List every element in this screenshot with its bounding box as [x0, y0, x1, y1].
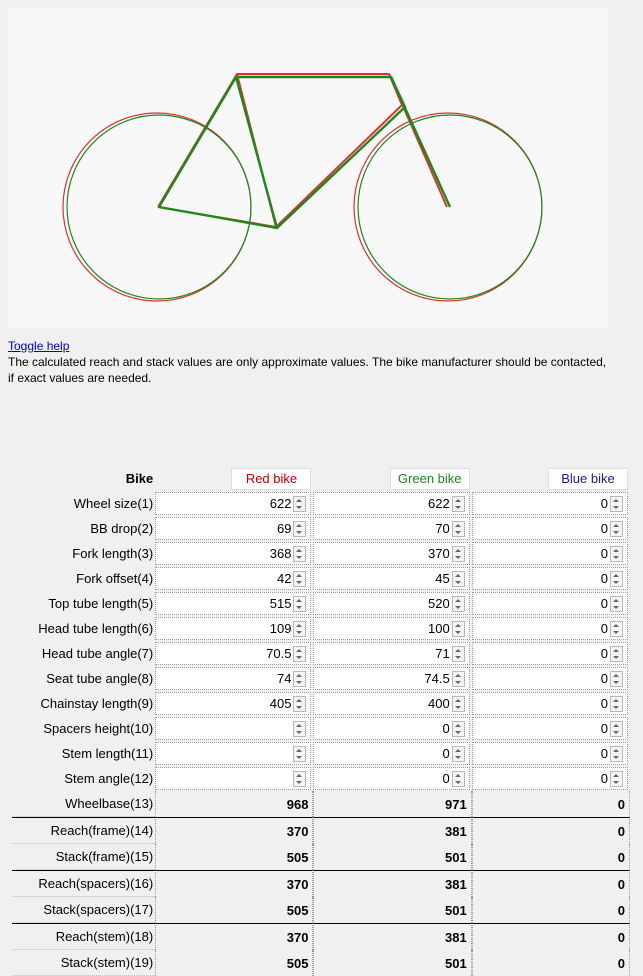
red-bike-input-cell	[155, 591, 313, 616]
red-bike-input-cell	[155, 516, 313, 541]
spinner-arrows-icon[interactable]	[452, 746, 465, 762]
spinner-arrows-icon[interactable]	[293, 696, 306, 712]
input-row-label: Stem angle(12)	[64, 771, 154, 786]
input-row	[12, 566, 630, 591]
input-value: 370	[428, 546, 450, 561]
spinner-arrows-icon[interactable]	[293, 771, 306, 787]
input-row-label: Wheel size(1)	[73, 496, 154, 511]
blue-bike-value-input[interactable]	[472, 717, 628, 740]
input-value: 109	[269, 621, 292, 636]
input-value: 0	[600, 696, 608, 711]
input-row	[12, 666, 630, 691]
result-row-label: Reach(stem)(18)	[12, 923, 155, 950]
green-bike-result-value: 381	[313, 870, 471, 897]
blue-bike-input-cell	[472, 641, 630, 666]
blue-bike-result-value: 0	[472, 950, 630, 976]
green-bike-value-input[interactable]	[313, 542, 469, 565]
input-row	[12, 641, 630, 666]
spinner-arrows-icon[interactable]	[610, 571, 623, 587]
green-bike-input-cell	[313, 691, 471, 716]
green-bike-result-value: 971	[313, 791, 471, 817]
table-header-row	[12, 466, 630, 491]
result-row	[12, 791, 630, 817]
green-bike-result-value: 501	[313, 844, 471, 870]
red-bike-input-cell	[155, 766, 313, 791]
input-value: 0	[600, 721, 608, 736]
input-row	[12, 516, 630, 541]
green-bike-input-cell	[313, 616, 471, 641]
blue-bike-input-cell	[472, 691, 630, 716]
result-row	[12, 870, 630, 897]
blue-bike-column-header	[472, 466, 630, 491]
input-row-label: Head tube angle(7)	[41, 646, 154, 661]
input-value: 0	[600, 546, 608, 561]
green-bike-input-cell	[313, 666, 471, 691]
input-value: 0	[600, 521, 608, 536]
spinner-arrows-icon[interactable]	[452, 546, 465, 562]
green-frame-tubes	[159, 77, 405, 228]
spinner-arrows-icon[interactable]	[293, 746, 306, 762]
input-value: 71	[435, 646, 450, 661]
bike-drawing	[8, 8, 608, 328]
green-bike-input-cell	[313, 716, 471, 741]
red-bike-result-value: 505	[155, 950, 313, 976]
blue-bike-value-input[interactable]	[472, 542, 628, 565]
input-value: 74.5	[424, 671, 450, 686]
spinner-arrows-icon[interactable]	[452, 571, 465, 587]
input-row	[12, 491, 630, 516]
green-bike-input-cell	[313, 641, 471, 666]
input-value: 0	[600, 771, 608, 786]
blue-bike-value-input[interactable]	[472, 692, 628, 715]
blue-bike-value-input[interactable]	[472, 492, 628, 515]
input-value: 622	[428, 496, 450, 511]
red-bike-result-value: 968	[155, 791, 313, 817]
spinner-arrows-icon[interactable]	[452, 496, 465, 512]
input-row	[12, 591, 630, 616]
blue-bike-input-cell	[472, 491, 630, 516]
input-row-label: Stem length(11)	[61, 746, 154, 761]
green-bike-frame	[67, 77, 542, 299]
blue-bike-value-input[interactable]	[472, 617, 628, 640]
spinner-arrows-icon[interactable]	[610, 671, 623, 687]
geometry-table	[12, 466, 630, 976]
green-bike-value-input[interactable]	[313, 567, 469, 590]
red-bike-name-field[interactable]: Red bike	[231, 468, 311, 490]
blue-bike-input-cell	[472, 566, 630, 591]
blue-bike-value-input[interactable]	[472, 667, 628, 690]
green-bike-column-header	[313, 466, 471, 491]
green-bike-value-input[interactable]	[313, 717, 469, 740]
input-value: 0	[600, 571, 608, 586]
red-bike-input-cell	[155, 616, 313, 641]
green-bike-result-value: 501	[313, 950, 471, 976]
input-row	[12, 616, 630, 641]
input-value: 0	[442, 721, 450, 736]
spinner-arrows-icon[interactable]	[293, 521, 306, 537]
spinner-arrows-icon[interactable]	[293, 546, 306, 562]
spinner-arrows-icon[interactable]	[452, 521, 465, 537]
result-row-label: Reach(frame)(14)	[12, 817, 155, 844]
input-value: 0	[600, 646, 608, 661]
input-row	[12, 741, 630, 766]
green-bike-value-input[interactable]	[313, 617, 469, 640]
red-bike-input-cell	[155, 541, 313, 566]
blue-bike-result-value: 0	[472, 844, 630, 870]
green-bike-input-cell	[313, 566, 471, 591]
blue-bike-value-input[interactable]	[472, 592, 628, 615]
spinner-arrows-icon[interactable]	[610, 521, 623, 537]
green-bike-value-input[interactable]	[313, 692, 469, 715]
green-bike-input-cell	[313, 516, 471, 541]
result-row-label: Reach(spacers)(16)	[12, 870, 155, 897]
input-value: 74	[277, 671, 292, 686]
blue-bike-input-cell	[472, 541, 630, 566]
result-row	[12, 950, 630, 976]
spinner-arrows-icon[interactable]	[610, 696, 623, 712]
spinner-arrows-icon[interactable]	[293, 571, 306, 587]
result-row-label: Stack(spacers)(17)	[12, 897, 155, 923]
blue-bike-input-cell	[472, 716, 630, 741]
red-bike-result-value: 505	[155, 897, 313, 923]
blue-bike-name-field[interactable]: Blue bike	[548, 468, 628, 490]
input-row-label: Top tube length(5)	[48, 596, 154, 611]
blue-bike-result-value: 0	[472, 870, 630, 897]
input-value: 0	[600, 746, 608, 761]
spinner-arrows-icon[interactable]	[452, 646, 465, 662]
input-row-label: Fork offset(4)	[76, 571, 154, 586]
red-bike-value-input[interactable]	[155, 717, 311, 740]
red-bike-result-value: 505	[155, 844, 313, 870]
blue-bike-input-cell	[472, 516, 630, 541]
green-seat-tube	[236, 77, 277, 228]
result-row	[12, 844, 630, 870]
input-row-label: Fork length(3)	[72, 546, 154, 561]
spinner-arrows-icon[interactable]	[610, 771, 623, 787]
green-bike-input-cell	[313, 591, 471, 616]
input-value: 70.5	[266, 646, 292, 661]
input-row	[12, 541, 630, 566]
spinner-arrows-icon[interactable]	[452, 621, 465, 637]
red-bike-input-cell	[155, 491, 313, 516]
blue-bike-value-input[interactable]	[472, 517, 628, 540]
help-area	[8, 338, 608, 386]
input-value: 0	[600, 496, 608, 511]
spinner-arrows-icon[interactable]	[293, 621, 306, 637]
input-value: 400	[428, 696, 450, 711]
input-value: 69	[277, 521, 292, 536]
red-bike-value-input[interactable]	[155, 592, 311, 615]
red-bike-input-cell	[155, 716, 313, 741]
red-bike-value-input[interactable]	[155, 567, 311, 590]
result-row-label: Wheelbase(13)	[12, 791, 155, 817]
spinner-arrows-icon[interactable]	[610, 546, 623, 562]
input-value: 70	[435, 521, 450, 536]
green-bike-input-cell	[313, 491, 471, 516]
input-value: 0	[442, 771, 450, 786]
bike-header-label: Bike	[125, 471, 154, 486]
green-bike-value-input[interactable]	[313, 767, 469, 790]
input-value: 0	[600, 671, 608, 686]
result-row	[12, 817, 630, 844]
blue-bike-result-value: 0	[472, 897, 630, 923]
green-fork	[391, 77, 450, 207]
red-bike-value-input[interactable]	[155, 767, 311, 790]
red-bike-value-input[interactable]	[155, 617, 311, 640]
green-bike-input-cell	[313, 541, 471, 566]
spinner-arrows-icon[interactable]	[293, 721, 306, 737]
result-row	[12, 897, 630, 923]
input-value: 45	[435, 571, 450, 586]
red-bike-value-input[interactable]	[155, 692, 311, 715]
red-bike-column-header	[155, 466, 313, 491]
blue-bike-result-value: 0	[472, 791, 630, 817]
spinner-arrows-icon[interactable]	[293, 646, 306, 662]
red-bike-value-input[interactable]	[155, 492, 311, 515]
red-bike-input-cell	[155, 666, 313, 691]
blue-bike-input-cell	[472, 616, 630, 641]
spinner-arrows-icon[interactable]	[610, 746, 623, 762]
green-bike-value-input[interactable]	[313, 742, 469, 765]
help-text: The calculated reach and stack values are only approximate values. The bike manufacturer should be contacted, if exact values are needed.	[8, 355, 607, 385]
green-bike-value-input[interactable]	[313, 492, 469, 515]
blue-bike-result-value: 0	[472, 923, 630, 950]
green-bike-result-value: 501	[313, 897, 471, 923]
input-value: 100	[428, 621, 450, 636]
spinner-arrows-icon[interactable]	[610, 596, 623, 612]
blue-bike-input-cell	[472, 766, 630, 791]
green-bike-input-cell	[313, 766, 471, 791]
red-bike-value-input[interactable]	[155, 517, 311, 540]
result-row-label: Stack(stem)(19)	[12, 950, 155, 976]
input-value: 0	[442, 746, 450, 761]
input-value: 515	[269, 596, 292, 611]
spinner-arrows-icon[interactable]	[293, 671, 306, 687]
green-bike-name-field[interactable]: Green bike	[390, 468, 470, 490]
input-value: 520	[428, 596, 450, 611]
input-row-label: Spacers height(10)	[43, 721, 154, 736]
input-value: 0	[600, 621, 608, 636]
spinner-arrows-icon[interactable]	[293, 596, 306, 612]
red-bike-input-cell	[155, 741, 313, 766]
red-bike-input-cell	[155, 566, 313, 591]
input-row-label: Seat tube angle(8)	[46, 671, 154, 686]
input-row	[12, 766, 630, 791]
spinner-arrows-icon[interactable]	[452, 696, 465, 712]
input-row-label: Chainstay length(9)	[40, 696, 154, 711]
green-bike-value-input[interactable]	[313, 592, 469, 615]
green-bike-value-input[interactable]	[313, 667, 469, 690]
blue-bike-value-input[interactable]	[472, 642, 628, 665]
red-bike-result-value: 370	[155, 923, 313, 950]
red-bike-input-cell	[155, 641, 313, 666]
input-row	[12, 691, 630, 716]
blue-bike-input-cell	[472, 741, 630, 766]
spinner-arrows-icon[interactable]	[452, 771, 465, 787]
input-row	[12, 716, 630, 741]
input-value: 368	[269, 546, 292, 561]
blue-bike-value-input[interactable]	[472, 767, 628, 790]
blue-bike-result-value: 0	[472, 817, 630, 844]
blue-bike-value-input[interactable]	[472, 567, 628, 590]
red-bike-value-input[interactable]	[155, 667, 311, 690]
result-row-label: Stack(frame)(15)	[12, 844, 155, 870]
input-row-label: Head tube length(6)	[38, 621, 154, 636]
red-bike-value-input[interactable]	[155, 742, 311, 765]
result-row	[12, 923, 630, 950]
spinner-arrows-icon[interactable]	[452, 596, 465, 612]
input-value: 42	[277, 571, 292, 586]
red-bike-input-cell	[155, 691, 313, 716]
spinner-arrows-icon[interactable]	[610, 721, 623, 737]
red-bike-result-value: 370	[155, 870, 313, 897]
spinner-arrows-icon[interactable]	[293, 496, 306, 512]
blue-bike-input-cell	[472, 591, 630, 616]
green-bike-value-input[interactable]	[313, 642, 469, 665]
red-bike-result-value: 370	[155, 817, 313, 844]
input-value: 0	[600, 596, 608, 611]
blue-bike-input-cell	[472, 666, 630, 691]
spinner-arrows-icon[interactable]	[610, 496, 623, 512]
input-row-label: BB drop(2)	[90, 521, 154, 536]
green-bike-value-input[interactable]	[313, 517, 469, 540]
blue-bike-value-input[interactable]	[472, 742, 628, 765]
spinner-arrows-icon[interactable]	[452, 721, 465, 737]
red-bike-value-input[interactable]	[155, 642, 311, 665]
spinner-arrows-icon[interactable]	[610, 621, 623, 637]
red-bike-frame	[63, 74, 542, 301]
green-bike-result-value: 381	[313, 923, 471, 950]
red-frame-tubes	[158, 74, 402, 227]
bike-geometry-canvas	[8, 8, 608, 328]
input-value: 622	[269, 496, 292, 511]
toggle-help-link[interactable]: Toggle help	[8, 339, 70, 353]
green-bike-result-value: 381	[313, 817, 471, 844]
spinner-arrows-icon[interactable]	[610, 646, 623, 662]
spinner-arrows-icon[interactable]	[452, 671, 465, 687]
green-bike-input-cell	[313, 741, 471, 766]
input-value: 405	[269, 696, 292, 711]
red-bike-value-input[interactable]	[155, 542, 311, 565]
